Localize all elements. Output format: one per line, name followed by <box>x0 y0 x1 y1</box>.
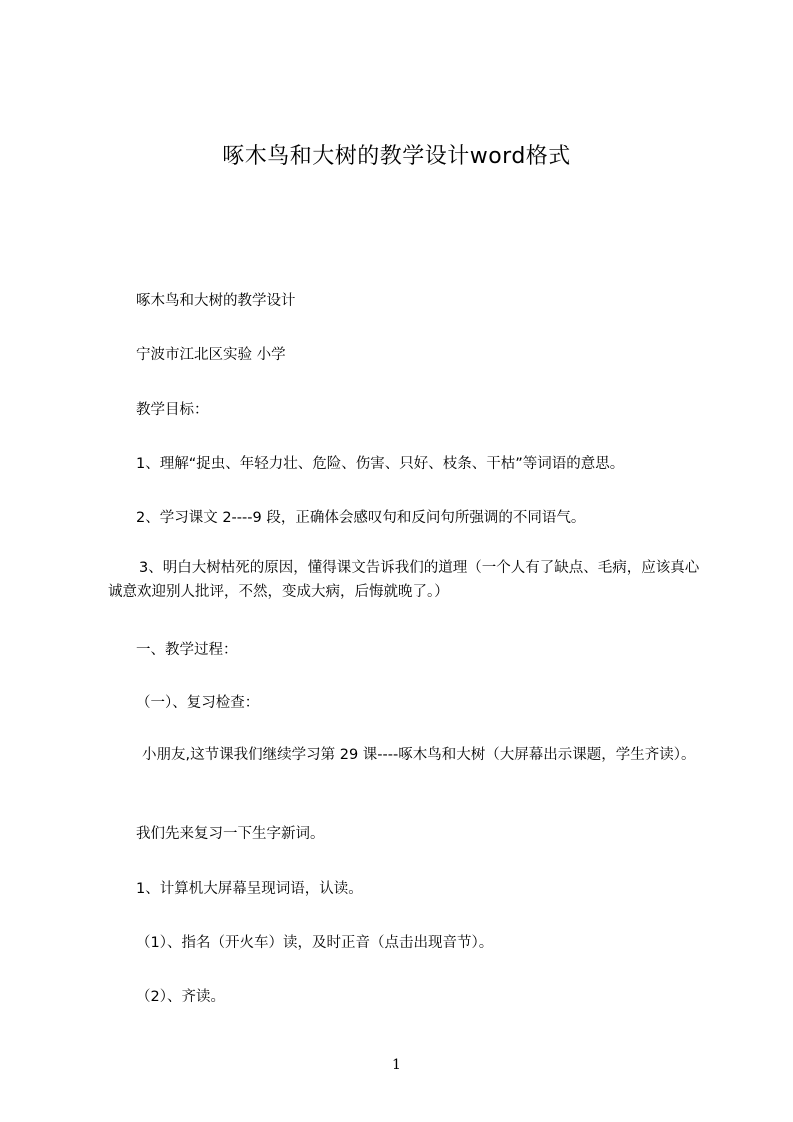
paragraph-objective-2: 2、学习课文 2----9 段，正确体会感叹句和反问句所强调的不同语气。 <box>136 510 586 526</box>
paragraph-step-1-1: （1）、指名（开火车）读，及时正音（点击出现音节）。 <box>136 935 494 951</box>
paragraph-review-heading: （一）、复习检查： <box>136 695 260 711</box>
paragraph-objective-3: 3、明白大树枯死的原因，懂得课文告诉我们的道理（一个人有了缺点、毛病，应该真心诚意欢迎别人批评，不然，变成大病，后悔就晚了。） <box>108 560 700 600</box>
paragraph-objective-1: 1、理解“捉虫、年轻力壮、危险、伤害、只好、枝条、干枯”等词语的意思。 <box>136 456 625 472</box>
document-title: 啄木鸟和大树的教学设计word格式 <box>222 144 571 169</box>
paragraph-objectives-heading: 教学目标： <box>136 402 209 418</box>
paragraph-step-1: 1、计算机大屏幕呈现词语，认读。 <box>136 881 363 897</box>
paragraph-review-words: 我们先来复习一下生字新词。 <box>136 826 325 842</box>
paragraph-school: 宁波市江北区实验 小学 <box>136 347 286 363</box>
paragraph-process-heading: 一、教学过程： <box>136 642 238 658</box>
paragraph-lesson-title: 啄木鸟和大树的教学设计 <box>136 293 296 309</box>
page-number: 1 <box>392 1057 401 1073</box>
paragraph-step-1-2: （2）、齐读。 <box>136 989 225 1005</box>
paragraph-introduction: 小朋友,这节课我们继续学习第 29 课----啄木鸟和大树（大屏幕出示课题，学生齐读）。 <box>142 747 696 763</box>
